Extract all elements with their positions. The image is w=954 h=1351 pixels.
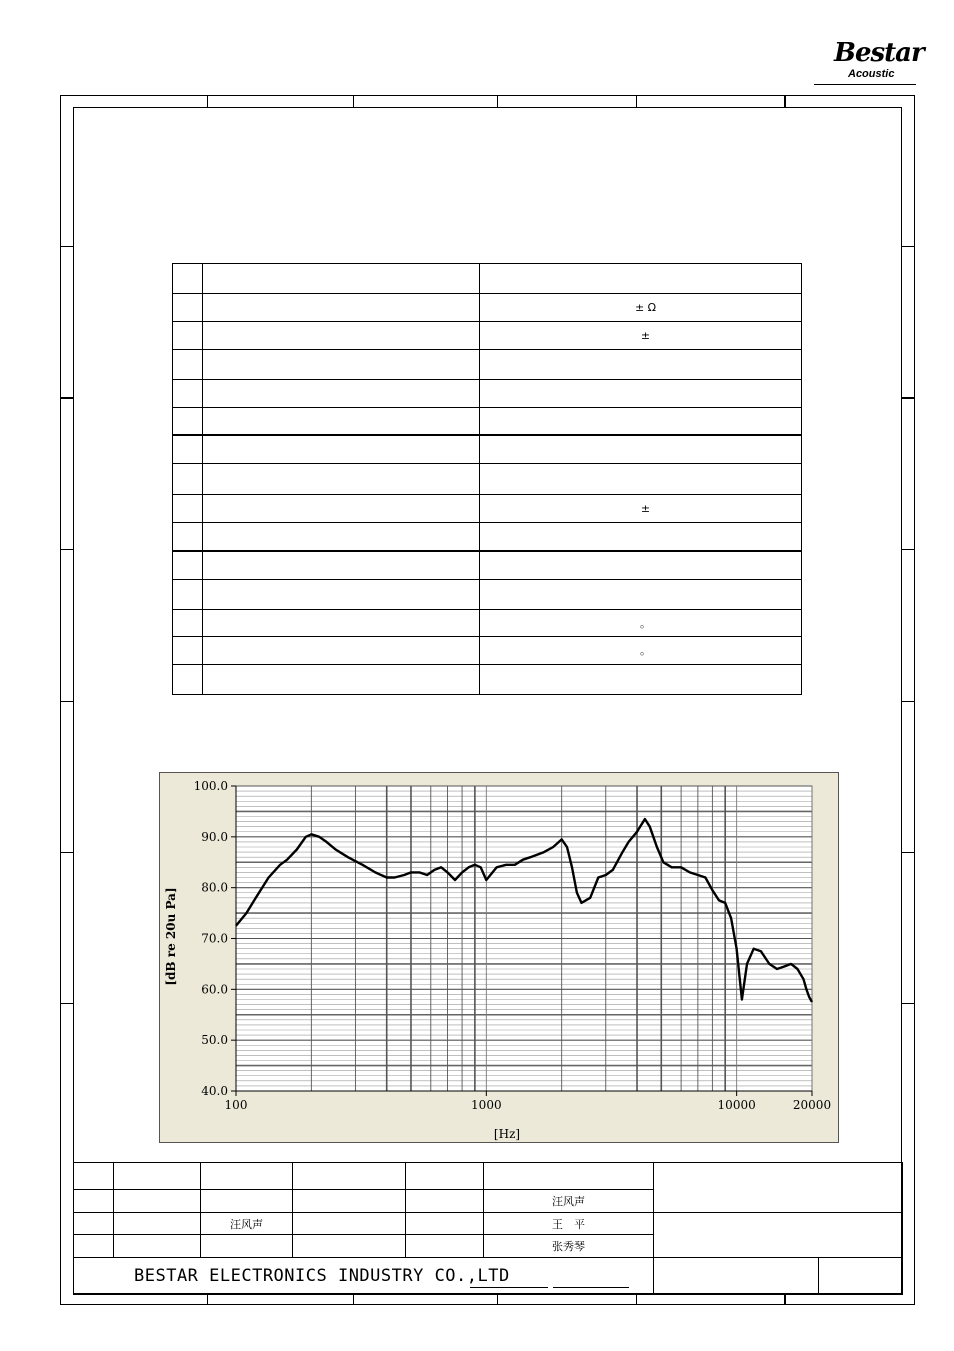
spec-num	[173, 609, 203, 636]
spec-num	[173, 579, 203, 609]
spec-row	[173, 408, 802, 435]
spec-row	[173, 551, 802, 579]
y-tick-label: 90.0	[201, 829, 228, 844]
spec-row	[173, 664, 802, 694]
spec-row	[173, 350, 802, 380]
frequency-response-chart	[159, 772, 839, 1143]
tb-cell	[114, 1235, 201, 1258]
x-tick-label: 10000	[717, 1098, 756, 1112]
spec-label	[203, 322, 480, 350]
y-tick-label: 40.0	[201, 1084, 228, 1098]
spec-value	[480, 551, 802, 579]
logo-brand: Bestar	[834, 38, 924, 68]
spec-value: 。	[480, 609, 802, 636]
zone-tick	[60, 549, 73, 550]
tb-cell	[819, 1258, 903, 1295]
x-tick-label: 100	[224, 1098, 248, 1112]
spec-label	[203, 380, 480, 408]
logo-sub: Acoustic	[848, 68, 895, 80]
zone-tick	[60, 701, 73, 702]
spec-row	[173, 494, 802, 522]
zone-tick	[497, 1294, 498, 1305]
spec-num	[173, 380, 203, 408]
spec-num	[173, 664, 203, 694]
tb-signature: 汪风声	[484, 1190, 654, 1213]
zone-tick	[902, 397, 915, 399]
zone-tick	[784, 1294, 786, 1305]
spec-value	[480, 522, 802, 551]
zone-tick	[207, 1294, 208, 1305]
spec-label	[203, 636, 480, 664]
spec-label	[203, 408, 480, 435]
zone-tick	[902, 701, 915, 702]
zone-tick	[902, 1003, 915, 1004]
spec-value	[480, 408, 802, 435]
spec-table	[172, 263, 802, 695]
spec-value	[480, 380, 802, 408]
y-tick-label: 70.0	[201, 931, 228, 946]
spec-label	[203, 464, 480, 494]
spec-num	[173, 322, 203, 350]
spec-value	[480, 435, 802, 464]
tb-cell	[654, 1258, 819, 1295]
spec-num	[173, 522, 203, 551]
spec-row	[173, 264, 802, 294]
spec-num	[173, 551, 203, 579]
spec-row	[173, 380, 802, 408]
spec-row	[173, 294, 802, 322]
tb-cell	[293, 1190, 406, 1213]
spec-label	[203, 551, 480, 579]
spec-value: ±	[480, 494, 802, 522]
y-tick-label: 80.0	[201, 880, 228, 895]
spec-value: ±	[480, 322, 802, 350]
y-axis-label: [dB re 20u Pa]	[164, 887, 178, 986]
chart-svg	[159, 772, 839, 1143]
spec-row	[173, 522, 802, 551]
spec-label	[203, 264, 480, 294]
signature-underline	[553, 1287, 629, 1288]
x-tick-label: 1000	[471, 1098, 502, 1112]
y-tick-label: 100.0	[193, 779, 228, 793]
zone-tick	[497, 95, 498, 107]
spec-value	[480, 579, 802, 609]
tb-cell	[293, 1163, 406, 1190]
tb-cell	[74, 1235, 114, 1258]
tb-cell	[201, 1235, 293, 1258]
spec-row	[173, 322, 802, 350]
spec-label	[203, 494, 480, 522]
tb-signature: 王 平	[484, 1213, 654, 1235]
title-block	[73, 1162, 903, 1295]
tb-cell	[406, 1213, 484, 1235]
spec-label	[203, 294, 480, 322]
zone-tick	[207, 95, 208, 107]
spec-value	[480, 664, 802, 694]
zone-tick	[60, 397, 73, 399]
spec-label	[203, 609, 480, 636]
spec-value: 。	[480, 636, 802, 664]
spec-label	[203, 664, 480, 694]
spec-row	[173, 636, 802, 664]
tb-cell	[293, 1213, 406, 1235]
zone-tick	[636, 95, 637, 107]
y-tick-label: 60.0	[201, 982, 228, 997]
tb-cell	[74, 1163, 114, 1190]
spec-num	[173, 464, 203, 494]
spec-row	[173, 609, 802, 636]
spec-row	[173, 464, 802, 494]
tb-cell	[293, 1235, 406, 1258]
tb-cell	[406, 1190, 484, 1213]
spec-value	[480, 264, 802, 294]
y-tick-label: 50.0	[201, 1033, 228, 1048]
tb-cell	[201, 1163, 293, 1190]
zone-tick	[353, 95, 354, 107]
tb-signature: 张秀琴	[484, 1235, 654, 1258]
zone-tick	[60, 246, 73, 247]
spec-num	[173, 294, 203, 322]
spec-label	[203, 350, 480, 380]
spec-num	[173, 350, 203, 380]
spec-label	[203, 579, 480, 609]
tb-drawn-by: 汪风声	[201, 1213, 293, 1235]
company-logo	[826, 38, 924, 90]
spec-value	[480, 464, 802, 494]
tb-drawing-no-cell	[654, 1213, 903, 1258]
tb-cell	[484, 1163, 654, 1190]
tb-title-cell	[654, 1163, 903, 1213]
spec-row	[173, 579, 802, 609]
company-name: BESTAR ELECTRONICS INDUSTRY CO.,LTD	[74, 1258, 654, 1295]
zone-tick	[636, 1294, 637, 1305]
tb-cell	[114, 1163, 201, 1190]
zone-tick	[353, 1294, 354, 1305]
x-tick-label: 20000	[792, 1098, 832, 1112]
spec-value: ± Ω	[480, 294, 802, 322]
spec-label	[203, 522, 480, 551]
spec-num	[173, 435, 203, 464]
zone-tick	[60, 1003, 73, 1004]
spec-value	[480, 350, 802, 380]
spec-row	[173, 435, 802, 464]
tb-cell	[74, 1190, 114, 1213]
tb-cell	[406, 1235, 484, 1258]
zone-tick	[902, 852, 915, 853]
tb-cell	[74, 1213, 114, 1235]
spec-num	[173, 408, 203, 435]
logo-underline	[814, 84, 916, 85]
spec-num	[173, 494, 203, 522]
zone-tick	[902, 549, 915, 550]
zone-tick	[784, 95, 786, 107]
zone-tick	[902, 246, 915, 247]
tb-cell	[114, 1213, 201, 1235]
signature-underline	[470, 1287, 548, 1288]
spec-label	[203, 435, 480, 464]
tb-cell	[201, 1190, 293, 1213]
x-axis-label: [Hz]	[493, 1127, 521, 1141]
tb-cell	[406, 1163, 484, 1190]
spec-num	[173, 264, 203, 294]
zone-tick	[60, 852, 73, 853]
spec-num	[173, 636, 203, 664]
tb-cell	[114, 1190, 201, 1213]
